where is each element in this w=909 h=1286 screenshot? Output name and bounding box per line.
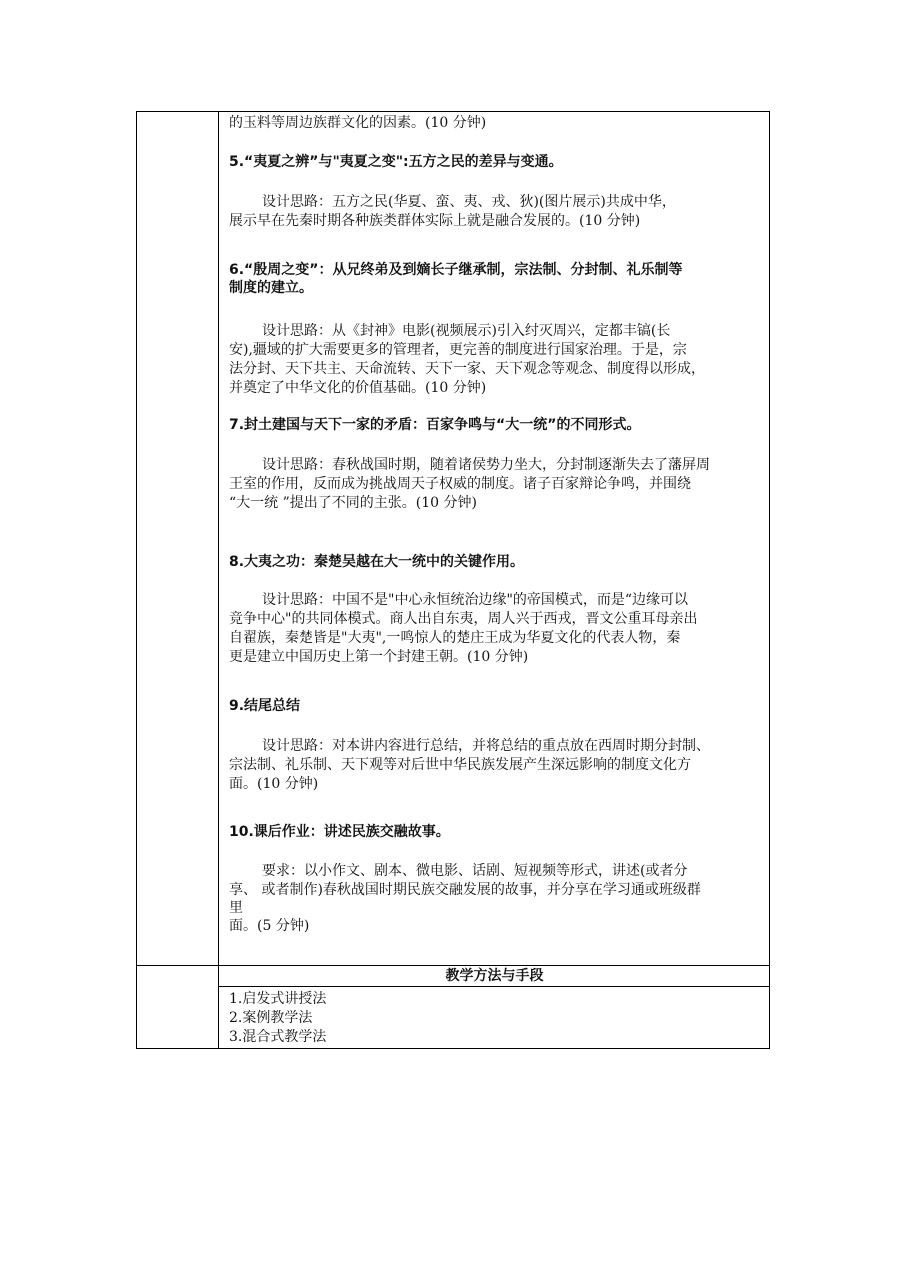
section-6-body-line: 安),疆域的扩大需要更多的管理者，更完善的制度进行国家治理。于是，宗 xyxy=(229,342,687,358)
section-9-body-line: 设计思路：对本讲内容进行总结，并将总结的重点放在西周时期分封制、 xyxy=(262,738,710,754)
methods-item: 1.启发式讲授法 xyxy=(229,991,327,1007)
methods-item: 3.混合式教学法 xyxy=(229,1029,327,1045)
section-6-title: 制度的建立。 xyxy=(229,280,313,296)
methods-item: 2.案例教学法 xyxy=(229,1010,313,1026)
column-divider xyxy=(218,111,219,1049)
methods-header: 教学方法与手段 xyxy=(445,968,544,984)
section-8-body-line: 更是建立中国历史上第一个封建王朝。(10 分钟) xyxy=(229,649,529,665)
continuation-text: 的玉料等周边族群文化的因素。(10 分钟) xyxy=(229,115,487,131)
section-7-title: 7.封土建国与天下一家的矛盾：百家争鸣与“大一统”的不同形式。 xyxy=(229,417,641,433)
section-9-body-line: 宗法制、礼乐制、天下观等对后世中华民族发展产生深远影响的制度文化方 xyxy=(229,757,691,773)
section-8-body-line: 自翟族，秦楚皆是"大夷",一鸣惊人的楚庄王成为华夏文化的代表人物，秦 xyxy=(229,630,681,646)
section-10-body-line: 面。(5 分钟) xyxy=(229,918,310,934)
section-10-title: 10.课后作业：讲述民族交融故事。 xyxy=(229,824,450,840)
section-8-body-line: 竞争中心"的共同体模式。商人出自东夷，周人兴于西戎，晋文公重耳母亲出 xyxy=(229,611,698,627)
section-6-title: 6.“殷周之变”：从兄终弟及到嫡长子继承制，宗法制、分封制、礼乐制等 xyxy=(229,262,683,278)
section-8-body-line: 设计思路：中国不是"中心永恒统治边缘"的帝国模式，而是“边缘可以 xyxy=(262,592,689,608)
section-9-title: 9.结尾总结 xyxy=(229,698,301,714)
section-5-body-line: 展示早在先秦时期各种族类群体实际上就是融合发展的。(10 分钟) xyxy=(229,213,641,229)
section-8-title: 8.大夷之功：秦楚吴越在大一统中的关键作用。 xyxy=(229,554,525,570)
section-10-body-line: 享、 或者制作)春秋战国时期民族交融发展的故事，并分享在学习通或班级群 xyxy=(229,882,701,898)
section-6-body-line: 并奠定了中华文化的价值基础。(10 分钟) xyxy=(229,380,487,396)
section-9-body-line: 面。(10 分钟) xyxy=(229,776,319,792)
section-10-body-line: 要求：以小作文、剧本、微电影、话剧、短视频等形式，讲述(或者分 xyxy=(262,863,688,879)
section-6-body-line: 设计思路：从《封神》电影(视频展示)引入纣灭周兴，定都丰镐(长 xyxy=(262,323,671,339)
row-divider xyxy=(136,965,770,966)
section-6-body-line: 法分封、天下共主、天命流转、天下一家、天下观念等观念、制度得以形成， xyxy=(229,361,705,377)
section-7-body-line: 设计思路：春秋战国时期，随着诸侯势力坐大，分封制逐渐失去了藩屏周 xyxy=(262,457,710,473)
section-5-body-line: 设计思路：五方之民(华夏、蛮、夷、戎、狄)(图片展示)共成中华， xyxy=(262,194,676,210)
header-divider xyxy=(218,986,770,987)
section-10-body-line: 里 xyxy=(229,900,243,916)
section-5-title: 5.“夷夏之辨”与"夷夏之变":五方之民的差异与变通。 xyxy=(229,154,563,170)
section-7-body-line: 王室的作用，反而成为挑战周天子权威的制度。诸子百家辩论争鸣，并围绕 xyxy=(229,476,691,492)
section-7-body-line: “大一统 ”提出了不同的主张。(10 分钟) xyxy=(229,495,477,511)
